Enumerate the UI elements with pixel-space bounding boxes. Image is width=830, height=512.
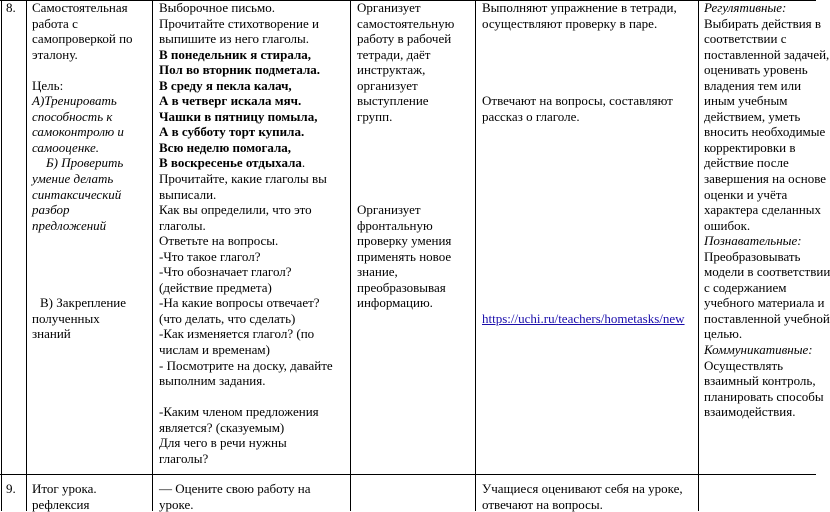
poem-line: В понедельник я стирала, bbox=[159, 46, 312, 62]
organize-line: Организует bbox=[357, 202, 421, 218]
organize-line: информацию. bbox=[357, 295, 433, 311]
stage-title-line: Самостоятельная bbox=[32, 0, 128, 15]
student-line: Отвечают на вопросы, составляют bbox=[482, 93, 673, 109]
uud-line: с содержанием bbox=[704, 279, 787, 295]
stage-title-line: Итог урока. bbox=[32, 481, 97, 496]
goal-b-line: предложений bbox=[32, 217, 107, 233]
uud-line: взаимный контроль, bbox=[704, 373, 816, 389]
regulatory-label: Регулятивные: bbox=[704, 0, 787, 15]
row-number: 9. bbox=[6, 481, 16, 496]
uud-line: поставленной задачей, bbox=[704, 46, 830, 62]
organize-line: инструктаж, bbox=[357, 62, 426, 78]
uud-line: оценивать уровень bbox=[704, 62, 808, 78]
row8-student-activity bbox=[482, 0, 697, 326]
teacher-line: Прочитайте, какие глаголы вы bbox=[159, 171, 327, 187]
uud-line: Осуществлять bbox=[704, 357, 784, 373]
teacher-line: (действие предмета) bbox=[159, 279, 272, 295]
row9-stage bbox=[32, 481, 150, 512]
organize-line: проверку умения bbox=[357, 233, 452, 249]
organize-line: работу в рабочей bbox=[357, 31, 452, 47]
row9-student-activity bbox=[482, 481, 697, 512]
teacher-line: Выборочное письмо. bbox=[159, 0, 275, 15]
poem-end-punctuation: . bbox=[301, 155, 306, 171]
uud-line: владения тем или bbox=[704, 77, 802, 93]
organize-line: фронтальную bbox=[357, 217, 433, 233]
organize-line: организует bbox=[357, 77, 418, 93]
teacher-line: глаголы? bbox=[159, 450, 209, 466]
goal-a-line: самооценке. bbox=[32, 139, 100, 155]
student-line: отвечают на вопросы. bbox=[482, 496, 603, 512]
teacher-line: выполним задания. bbox=[159, 373, 266, 389]
uud-line: действие после bbox=[704, 155, 789, 171]
teacher-line: выписали. bbox=[159, 186, 217, 202]
poem-line: Чашки в пятницу помыла, bbox=[159, 108, 318, 124]
teacher-line: является? (сказуемым) bbox=[159, 419, 285, 435]
teacher-line: выпишите из него глаголы. bbox=[159, 31, 310, 47]
goal-b-line: умение делать bbox=[32, 171, 114, 187]
goal-b-line: Б) Проверить bbox=[46, 155, 124, 171]
stage-title-line: самопроверкой по bbox=[32, 31, 133, 47]
column-divider-4 bbox=[475, 0, 476, 511]
poem-line: А в субботу торт купила. bbox=[159, 124, 305, 140]
poem-line: А в четверг искала мяч. bbox=[159, 93, 302, 109]
column-divider-1 bbox=[26, 0, 27, 511]
table-border-left bbox=[1, 0, 2, 511]
teacher-line: Для чего в речи нужны bbox=[159, 435, 287, 451]
teacher-line: (что делать, что сделать) bbox=[159, 310, 296, 326]
uud-line: завершения на основе bbox=[704, 171, 827, 187]
goal-a-line: А)Тренировать bbox=[32, 93, 117, 109]
organize-line: знание, bbox=[357, 264, 398, 280]
column-divider-3 bbox=[350, 0, 351, 511]
teacher-line: -Что обозначает глагол? bbox=[159, 264, 292, 280]
teacher-line: -Как изменяется глагол? (по bbox=[159, 326, 315, 342]
goal-b-line: синтаксический bbox=[32, 186, 122, 202]
uud-line: характера сделанных bbox=[704, 202, 822, 218]
uud-line: модели в соответствии bbox=[704, 264, 830, 280]
teacher-line: - Посмотрите на доску, давайте bbox=[159, 357, 333, 373]
column-divider-2 bbox=[152, 0, 153, 511]
cognitive-label: Познавательные: bbox=[704, 233, 802, 249]
organize-line: самостоятельную bbox=[357, 15, 455, 31]
organize-line: преобразовывая bbox=[357, 279, 446, 295]
poem-line: В воскресенье отдыхала bbox=[159, 155, 302, 171]
teacher-line: Как вы определили, что это bbox=[159, 202, 312, 218]
stage-title-line: эталону. bbox=[32, 46, 78, 62]
row9-teacher-activity bbox=[159, 481, 349, 512]
part-b-line: знаний bbox=[32, 326, 71, 342]
uud-line: планировать способы bbox=[704, 388, 824, 404]
uud-line: действием, уметь bbox=[704, 108, 801, 124]
column-divider-5 bbox=[698, 0, 699, 511]
goal-a-line: самоконтролю и bbox=[32, 124, 124, 140]
goal-a-line: способность к bbox=[32, 108, 113, 124]
poem-line: Пол во вторник подметала. bbox=[159, 62, 321, 78]
row8-teacher-organizes bbox=[357, 0, 474, 311]
uud-line: оценки и учёта bbox=[704, 186, 788, 202]
uud-line: иным учебным bbox=[704, 93, 788, 109]
student-line: осуществляют проверку в паре. bbox=[482, 15, 658, 31]
uud-line: поставленной учебной bbox=[704, 310, 830, 326]
communicative-label: Коммуникативные: bbox=[704, 342, 813, 358]
uchi-ru-link[interactable]: https://uchi.ru/teachers/hometasks/new bbox=[482, 310, 685, 326]
student-line: Учащиеся оценивают себя на уроке, bbox=[482, 481, 683, 496]
teacher-line: -На какие вопросы отвечает? bbox=[159, 295, 320, 311]
uud-line: корректировки в bbox=[704, 139, 796, 155]
row8-teacher-activity bbox=[159, 0, 349, 466]
goal-label: Цель: bbox=[32, 77, 64, 93]
organize-line: выступление bbox=[357, 93, 429, 109]
organize-line: групп. bbox=[357, 108, 393, 124]
row9-number bbox=[6, 481, 16, 497]
row8-stage bbox=[32, 0, 150, 342]
organize-line: тетради, даёт bbox=[357, 46, 431, 62]
teacher-line: — Оцените свою работу на bbox=[159, 481, 311, 496]
organize-line: применять новое bbox=[357, 248, 452, 264]
uud-line: целью. bbox=[704, 326, 743, 342]
row-divider bbox=[0, 474, 816, 475]
student-line: Выполняют упражнение в тетради, bbox=[482, 0, 677, 15]
uud-line: Выбирать действия в bbox=[704, 15, 822, 31]
uud-line: взаимодействия. bbox=[704, 404, 796, 420]
teacher-line: Прочитайте стихотворение и bbox=[159, 15, 319, 31]
poem-line: Всю неделю помогала, bbox=[159, 139, 292, 155]
teacher-line: -Что такое глагол? bbox=[159, 248, 261, 264]
row8-uud bbox=[704, 0, 830, 420]
teacher-line: числам и временам) bbox=[159, 342, 270, 358]
part-b-line: В) Закрепление bbox=[40, 295, 127, 311]
goal-b-line: разбор bbox=[32, 202, 70, 218]
organize-line: Организует bbox=[357, 0, 421, 15]
stage-title-line: работа с bbox=[32, 15, 78, 31]
student-line: рассказ о глаголе. bbox=[482, 108, 580, 124]
poem-line: В среду я пекла калач, bbox=[159, 77, 292, 93]
stage-title-line: рефлексия bbox=[32, 496, 90, 512]
part-b-line: полученных bbox=[32, 310, 100, 326]
uud-line: учебного материала и bbox=[704, 295, 825, 311]
row8-number bbox=[6, 0, 16, 16]
row-number: 8. bbox=[6, 0, 16, 15]
uud-line: вносить необходимые bbox=[704, 124, 826, 140]
teacher-line: уроке. bbox=[159, 496, 194, 512]
uud-line: ошибок. bbox=[704, 217, 751, 233]
teacher-line: -Каким членом предложения bbox=[159, 404, 319, 420]
teacher-line: глаголы. bbox=[159, 217, 206, 233]
uud-line: Преобразовывать bbox=[704, 248, 801, 264]
teacher-line: Ответьте на вопросы. bbox=[159, 233, 279, 249]
uud-line: соответствии с bbox=[704, 31, 787, 47]
